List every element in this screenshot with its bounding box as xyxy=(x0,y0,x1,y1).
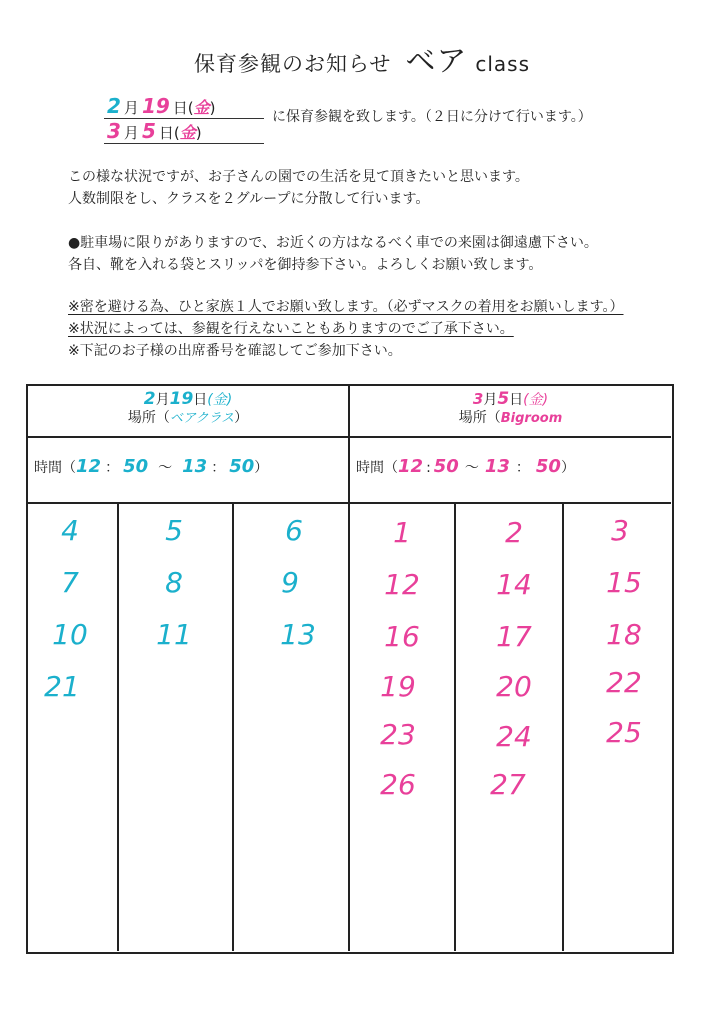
date2-day: 5 xyxy=(141,119,156,143)
intro-text: に保育参観を致します。（２日に分けて行います。） xyxy=(272,109,592,125)
seat-number: 11 xyxy=(156,618,192,651)
seat-number: 18 xyxy=(606,618,642,651)
seat-number: 17 xyxy=(496,620,532,653)
class-word: class xyxy=(475,52,531,76)
seat-number: 20 xyxy=(496,670,532,703)
seat-number: 7 xyxy=(61,566,79,599)
seat-number: 5 xyxy=(165,514,183,547)
title-text: 保育参観のお知らせ xyxy=(193,52,392,76)
right-header-day-unit: 日 xyxy=(509,392,524,408)
left-time xyxy=(34,456,268,477)
seat-number: 16 xyxy=(384,620,420,653)
right-time-end-m: 50 xyxy=(535,456,561,477)
left-header-month-unit: 月 xyxy=(155,392,170,408)
paragraph-2-line-1: ●駐車場に限りがありますので、お近くの方はなるべく車での来園は御遠慮下さい。 xyxy=(68,235,598,251)
left-time-sep2: ： xyxy=(211,460,226,476)
schedule-table xyxy=(26,384,674,954)
left-header-day: 19 xyxy=(169,389,194,409)
right-time-end-h: 13 xyxy=(484,456,510,477)
left-col-divider-2 xyxy=(232,504,234,951)
right-time-sep2: ： xyxy=(515,460,530,476)
seat-number: 9 xyxy=(281,566,299,599)
date1-day-unit: 日 xyxy=(172,99,188,117)
left-header-date xyxy=(28,390,348,409)
left-col-divider-1 xyxy=(117,504,119,951)
right-time-close: ） xyxy=(560,460,575,476)
left-header-weekday: (金) xyxy=(207,392,233,408)
left-time-start-h: 12 xyxy=(76,456,102,477)
date2-day-unit: 日 xyxy=(158,124,174,142)
right-header-weekday: (金) xyxy=(523,392,549,408)
right-time-tilde: ～ xyxy=(464,460,479,476)
date1-day: 19 xyxy=(141,94,170,118)
right-time-label: 時間（ xyxy=(356,460,398,476)
right-time xyxy=(356,456,575,477)
seat-number: 10 xyxy=(52,618,88,651)
note-3: ※下記のお子様の出席番号を確認してご参加下さい。 xyxy=(68,343,402,359)
date1-month-unit: 月 xyxy=(123,99,139,117)
right-header-month-unit: 月 xyxy=(483,392,498,408)
seat-number: 22 xyxy=(606,666,642,699)
seat-number: 24 xyxy=(496,720,532,753)
date2-weekday: 金 xyxy=(179,123,196,142)
seat-number: 25 xyxy=(606,716,642,749)
right-header-date xyxy=(350,390,671,409)
date-box xyxy=(104,94,264,144)
left-time-end-m: 50 xyxy=(229,456,255,477)
page-title xyxy=(0,36,724,80)
left-time-sep1: ： xyxy=(105,460,120,476)
date2-month-unit: 月 xyxy=(123,124,139,142)
seat-number: 12 xyxy=(384,568,420,601)
seat-number: 6 xyxy=(285,514,303,547)
date-row-2 xyxy=(104,119,264,144)
left-place-label: 場所（ xyxy=(127,410,170,426)
right-col-divider-2 xyxy=(562,504,564,951)
seat-number: 4 xyxy=(61,514,79,547)
seat-number: 15 xyxy=(606,566,642,599)
seat-number: 26 xyxy=(380,768,416,801)
left-time-start-m: 50 xyxy=(123,456,149,477)
date1-wd-close: ) xyxy=(209,99,216,117)
date-row-1 xyxy=(104,94,264,119)
date2-wd-open: ( xyxy=(173,124,180,142)
header-divider xyxy=(28,436,671,438)
right-header xyxy=(350,390,671,428)
seat-number: 21 xyxy=(44,670,80,703)
left-header-day-unit: 日 xyxy=(193,392,208,408)
right-time-sep1: : xyxy=(426,460,431,476)
class-name: ベア xyxy=(405,44,468,79)
date1-weekday: 金 xyxy=(193,98,210,117)
paragraph-2-line-2: 各自、靴を入れる袋とスリッパを御持参下さい。よろしくお願い致します。 xyxy=(68,257,543,273)
right-place-label: 場所（ xyxy=(458,410,501,426)
left-time-end-h: 13 xyxy=(182,456,208,477)
left-time-label: 時間（ xyxy=(34,460,76,476)
note-1: ※密を避ける為、ひと家族１人でお願い致します。（必ずマスクの着用をお願いします。） xyxy=(68,299,624,315)
right-header-place xyxy=(350,409,671,428)
left-header xyxy=(28,390,348,428)
date1-wd-open: ( xyxy=(187,99,194,117)
seat-number: 1 xyxy=(393,516,411,549)
paragraph-1-line-2: 人数制限をし、クラスを２グループに分散して行います。 xyxy=(68,191,430,207)
seat-number: 8 xyxy=(165,566,183,599)
date2-wd-close: ) xyxy=(195,124,202,142)
right-time-start-h: 12 xyxy=(398,456,424,477)
left-time-tilde: ～ xyxy=(158,460,173,476)
seat-number: 19 xyxy=(380,670,416,703)
note-2: ※状況によっては、参観を行えないこともありますのでご了承下さい。 xyxy=(68,321,514,337)
seat-number: 23 xyxy=(380,718,416,751)
left-time-close: ） xyxy=(254,460,269,476)
right-header-month: 3 xyxy=(472,390,484,408)
date2-month: 3 xyxy=(107,119,121,143)
paragraph-1-line-1: この様な状況ですが、お子さんの園での生活を見て頂きたいと思います。 xyxy=(68,169,529,185)
center-divider xyxy=(348,386,350,951)
seat-number: 3 xyxy=(611,514,629,547)
seat-number: 27 xyxy=(490,768,526,801)
seat-number: 14 xyxy=(496,568,532,601)
right-col-divider-1 xyxy=(454,504,456,951)
right-header-day: 5 xyxy=(497,389,510,409)
time-divider xyxy=(28,502,671,504)
left-header-place xyxy=(28,409,348,428)
right-time-start-m: 50 xyxy=(433,456,459,477)
left-header-month: 2 xyxy=(143,389,156,409)
left-place-close: ） xyxy=(234,410,249,426)
seat-number: 13 xyxy=(280,618,316,651)
left-place-value: ベアクラス xyxy=(169,411,235,426)
right-place-value: Bigroom xyxy=(500,411,563,426)
date1-month: 2 xyxy=(107,94,121,118)
seat-number: 2 xyxy=(505,516,523,549)
